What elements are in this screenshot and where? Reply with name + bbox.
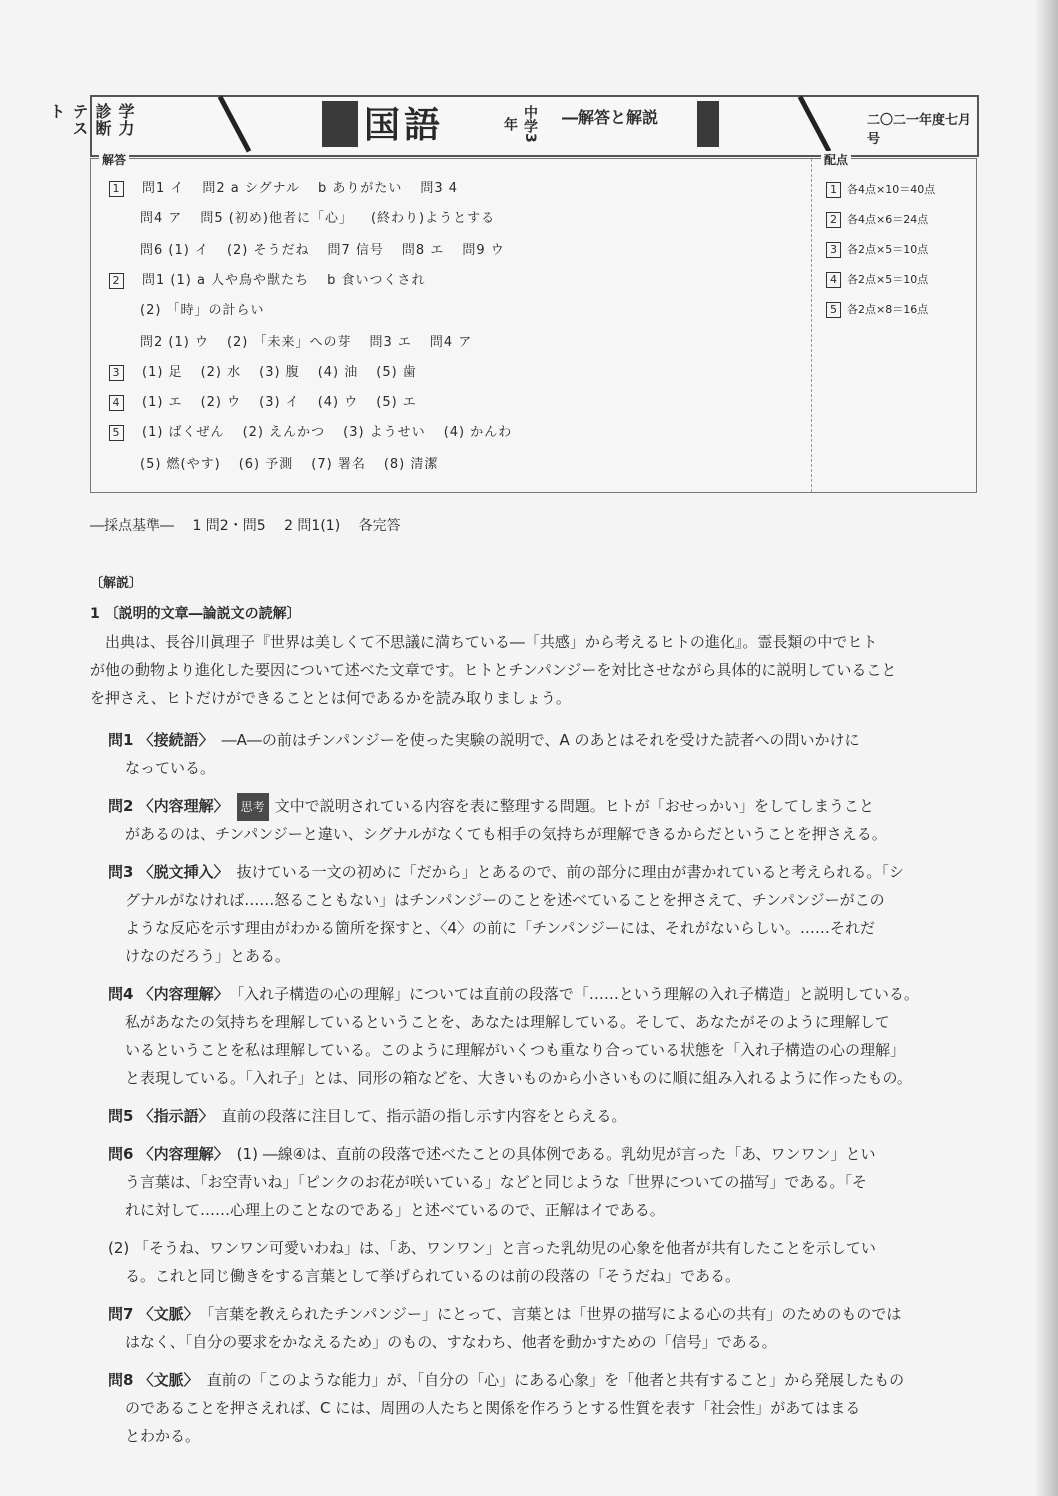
commentary-line	[125, 820, 975, 848]
commentary-label: 〔解説〕	[90, 576, 143, 591]
answer-cell: (2) ウ	[200, 395, 242, 410]
commentary-line	[90, 656, 975, 684]
score-text: 各2点×5＝10点	[847, 273, 929, 286]
commentary-line	[125, 1422, 975, 1450]
line-text: 「言葉を教えられたチンパンジー」にとって、言葉とは「世界の描写による心の共有」のためのものでは	[206, 1305, 902, 1323]
section-number: 2	[109, 273, 124, 289]
answer-row	[109, 207, 513, 226]
line-text: う言葉は、「お空青いね」「ピンクのお花が咲いている」などと同じような「世界についての描写」である。「そ	[125, 1173, 867, 1191]
line-text: (1) ―線④は、直前の段落で述べたことの具体例である。乳幼児が言った「あ、ワンワン」とい	[236, 1145, 876, 1163]
commentary-line	[108, 726, 975, 754]
section-number: 1	[109, 181, 124, 197]
answer-cell: (1) エ	[142, 395, 183, 410]
line-text: いるということを私は理解している。このように理解がいくつも重なり合っている状態を「入れ子構造の心の理解」	[125, 1041, 906, 1059]
score-text: 各4点×6＝24点	[847, 213, 929, 226]
standards-item: 2 問1(1)	[284, 518, 341, 534]
line-text: けなのだろう」とある。	[125, 947, 291, 965]
answer-cell: (5) 歯	[376, 365, 417, 380]
answer-cell: (2) 「時」の計らい	[140, 303, 265, 318]
answer-row	[109, 331, 490, 350]
line-text: 出典は、長谷川眞理子『世界は美しくて不思議に満ちている―「共感」から考えるヒトの進化』。霊長類の中でヒト	[105, 633, 878, 651]
section-number: 3	[109, 365, 124, 381]
title-dark-block	[697, 101, 719, 147]
section-number: 4	[826, 272, 841, 288]
answer-cell: (2) そうだね	[226, 243, 310, 258]
answer-row	[109, 421, 530, 441]
answer-row	[109, 269, 443, 289]
line-text: のであることを押さえれば、C には、周囲の人たちと関係を作ろうとする性質を表す「社会性」があてはまる	[125, 1399, 861, 1417]
question-tag: 問6 〈内容理解〉	[108, 1145, 229, 1163]
answer-row	[109, 391, 435, 411]
line-text: とわかる。	[125, 1427, 201, 1445]
answer-label: 解答	[99, 151, 129, 168]
commentary-line	[108, 858, 975, 886]
section1-title: 1 〔説明的文章―論説文の読解〕	[90, 606, 301, 622]
line-text: が他の動物より進化した要因について述べた文章です。ヒトとチンパンジーを対比させながら具体的に説明していること	[90, 661, 897, 679]
line-text: 直前の段落に注目して、指示語の指し示す内容をとらえる。	[221, 1107, 627, 1125]
answer-cell: (2) えんかつ	[242, 425, 326, 440]
answer-cell: 問3 エ	[369, 335, 412, 350]
answer-cell: (1) ばくぜん	[142, 425, 225, 440]
line-text: ―A―の前はチンパンジーを使った実験の説明で、A のあとはそれを受けた読者への問いかけに	[221, 731, 860, 749]
scoring-standards	[90, 515, 415, 535]
question-tag: 問2 〈内容理解〉	[108, 797, 229, 815]
commentary-line	[125, 914, 975, 942]
header-slash-right	[798, 95, 832, 152]
answer-cell: b ありがたい	[318, 181, 403, 196]
score-row	[826, 241, 928, 258]
question-tag: 問8 〈文脈〉	[108, 1371, 199, 1389]
answer-cell: (3) ようせい	[343, 425, 426, 440]
answer-cell: 問5 (初め)他者に「心」	[200, 211, 353, 226]
answer-cell: 問9 ウ	[462, 243, 505, 258]
commentary-line	[108, 1300, 975, 1328]
question-tag: 問4 〈内容理解〉	[108, 985, 229, 1003]
answer-row	[109, 299, 283, 318]
answer-cell: (7) 署名	[311, 457, 366, 472]
score-row	[826, 181, 935, 198]
answer-cell: 問8 エ	[401, 243, 445, 258]
commentary-line	[125, 1168, 975, 1196]
answer-row	[109, 239, 523, 258]
score-text: 各2点×8＝16点	[847, 303, 929, 316]
test-label: 学力診断テスト	[47, 103, 135, 137]
subject-dark-block	[322, 101, 358, 147]
answer-cell: (6) 予測	[238, 457, 294, 472]
section-number: 3	[826, 242, 841, 258]
score-text: 各4点×10＝40点	[847, 183, 936, 196]
answer-cell: (2) 水	[200, 365, 242, 380]
section-number: 2	[826, 212, 841, 228]
line-text: 「入れ子構造の心の理解」については直前の段落で「……という理解の入れ子構造」と説明している。	[236, 985, 919, 1003]
line-text: があるのは、チンパンジーと違い、シグナルがなくても相手の気持ちが理解できるからだということを押さえる。	[125, 825, 887, 843]
score-row	[826, 301, 928, 318]
section-number: 1	[826, 182, 841, 198]
standards-item: 1 問2・問5	[192, 518, 266, 534]
page-edge-shadow	[1036, 0, 1058, 1496]
line-text: (2) 「そうね、ワンワン可愛いわね」は、「あ、ワンワン」と言った乳幼児の心象を他者が共有したことを示してい	[108, 1239, 876, 1257]
answer-cell: (3) イ	[259, 395, 300, 410]
line-text: はなく、「自分の要求をかなえるため」のもの、すなわち、他者を動かすための「信号」である。	[125, 1333, 777, 1351]
header-slash-left	[218, 95, 252, 152]
section-number: 5	[826, 302, 841, 318]
score-row	[826, 271, 928, 288]
line-text: と表現している。「入れ子」とは、同形の箱などを、大きいものから小さいものに順に組み入れるように作ったもの。	[125, 1069, 912, 1087]
standards-item: 各完答	[358, 518, 401, 534]
line-text: なっている。	[125, 759, 216, 777]
answer-cell: b 食いつくされ	[327, 273, 426, 288]
commentary-line	[108, 1140, 975, 1168]
commentary-line	[108, 1366, 975, 1394]
answer-cell: 問2 (1) ウ	[140, 335, 209, 350]
question-tag: 問3 〈脱文挿入〉	[108, 863, 229, 881]
answer-cell: (終わり)ようとする	[370, 211, 496, 226]
commentary-line	[125, 1036, 975, 1064]
commentary-line	[125, 1328, 975, 1356]
answer-cell: (4) かんわ	[443, 425, 513, 440]
commentary-line	[108, 792, 975, 821]
commentary-line	[125, 1262, 975, 1290]
line-text: 抜けている一文の初めに「だから」とあるので、前の部分に理由が書かれていると考えられる。「シ	[236, 863, 904, 881]
answer-cell: 問3 4	[420, 181, 459, 196]
answer-cell: (4) ウ	[317, 395, 359, 410]
section-number: 4	[109, 395, 124, 411]
answer-cell: 問1 (1) a 人や鳥や獣たち	[142, 273, 310, 288]
score-text: 各2点×5＝10点	[847, 243, 929, 256]
standards-label: ―採点基準―	[90, 518, 174, 534]
section-number: 5	[109, 425, 124, 441]
answer-title: ―解答と解説	[562, 108, 659, 127]
question-tag: 問5 〈指示語〉	[108, 1107, 214, 1125]
grade-label: 中学3年	[502, 105, 538, 143]
commentary-line	[108, 980, 975, 1008]
answer-cell: (8) 清潔	[383, 457, 439, 472]
commentary-line	[125, 1196, 975, 1224]
subject-title: 国語	[364, 105, 445, 146]
commentary-line	[108, 1102, 975, 1130]
answer-cell: 問4 ア	[140, 211, 183, 226]
thinking-badge: 思考	[237, 793, 269, 821]
line-text: 文中で説明されている内容を表に整理する問題。ヒトが「おせっかい」をしてしまうこと	[274, 797, 874, 815]
commentary-line	[125, 942, 975, 970]
answer-cell: 問4 ア	[429, 335, 473, 350]
commentary-line	[90, 684, 975, 712]
answer-row	[109, 361, 435, 381]
commentary-line	[125, 1064, 975, 1092]
answer-row	[109, 177, 476, 197]
answer-score-divider	[811, 159, 813, 492]
answer-cell: 問6 (1) イ	[140, 243, 209, 258]
commentary-line	[125, 1008, 975, 1036]
line-text: る。これと同じ働きをする言葉として挙げられているのは前の段落の「そうだね」である。	[125, 1267, 741, 1285]
answer-cell: 問7 信号	[327, 243, 384, 258]
answer-cell: (2) 「未来」への芽	[226, 335, 352, 350]
line-text: 直前の「このような能力」が、「自分の「心」にある心象」を「他者と共有すること」から発展したもの	[206, 1371, 905, 1389]
score-row	[826, 211, 928, 228]
issue-date: 二〇二一年度七月号	[867, 113, 972, 147]
question-tag: 問7 〈文脈〉	[108, 1305, 199, 1323]
commentary-line	[108, 1234, 975, 1262]
answer-cell: (5) 燃(やす)	[140, 457, 221, 472]
line-text: ような反応を示す理由がわかる箇所を探すと、〈4〉の前に「チンパンジーには、それがないらしい。……それだ	[125, 919, 875, 937]
header-bar	[47, 95, 979, 157]
answer-cell: (3) 腹	[259, 365, 300, 380]
commentary-line	[125, 1394, 975, 1422]
answer-cell: (1) 足	[142, 365, 183, 380]
answer-box	[90, 153, 977, 493]
commentary-line	[125, 754, 975, 782]
commentary-line	[105, 628, 975, 656]
score-label: 配点	[821, 151, 851, 168]
commentary-line	[125, 886, 975, 914]
line-text: を押さえ、ヒトだけができることとは何であるかを読み取りましょう。	[90, 689, 571, 707]
line-text: れに対して……心理上のことなのである」と述べているので、正解はイである。	[125, 1201, 665, 1219]
answer-cell: 問2 a シグナル	[202, 181, 300, 196]
line-text: 私があなたの気持ちを理解しているということを、あなたは理解している。そして、あなたがそのように理解して	[125, 1013, 890, 1031]
answer-cell: (5) エ	[376, 395, 417, 410]
answer-cell: (4) 油	[317, 365, 359, 380]
answer-row	[109, 453, 456, 472]
question-tag: 問1 〈接続語〉	[108, 731, 214, 749]
line-text: グナルがなければ……怒ることもない」はチンパンジーのことを述べていることを押さえて、チンパンジーがこの	[125, 891, 885, 909]
answer-cell: 問1 イ	[142, 181, 185, 196]
